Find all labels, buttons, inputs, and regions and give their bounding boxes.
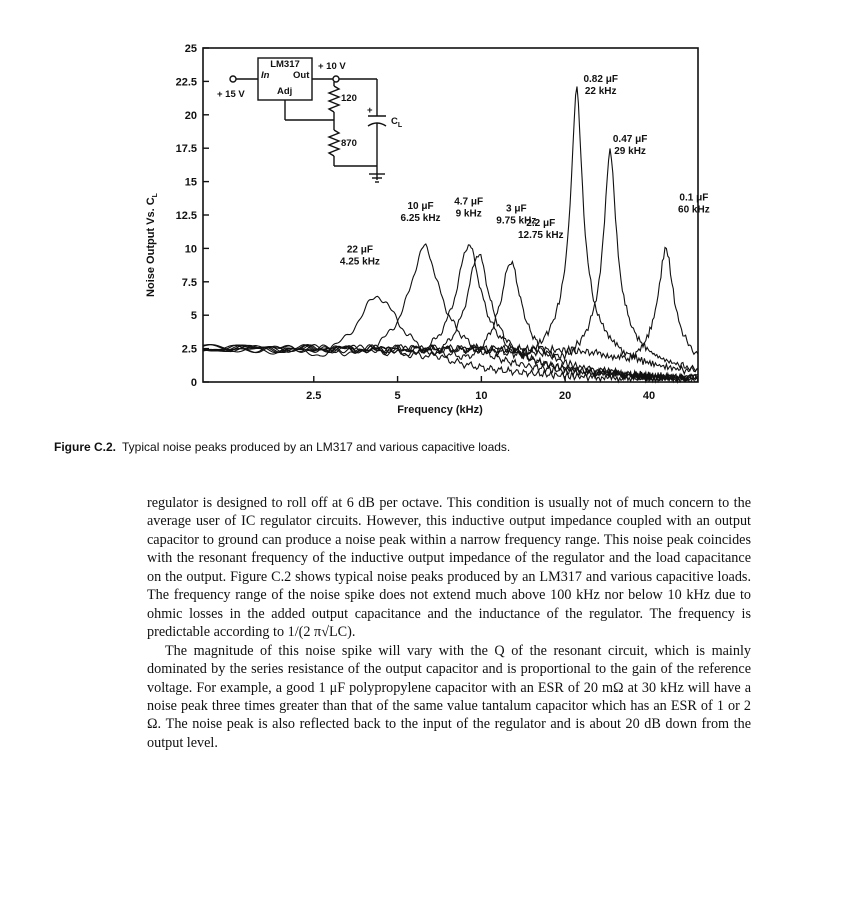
series-line-7 — [203, 148, 698, 371]
peak-label-frequency-2: 6.25 kHz — [400, 213, 441, 225]
y-tick-label-10: 10 — [184, 243, 197, 256]
y-tick-label-0: 0 — [190, 377, 197, 389]
peak-label-capacitance-4: 3 μF — [506, 203, 527, 215]
peak-label-frequency-5: 12.75 kHz — [517, 229, 564, 241]
peak-label-capacitance-6: 0.82 μF — [583, 74, 618, 86]
pin-adj-label: Adj — [277, 86, 293, 97]
y-tick-label-2.5: 2.5 — [181, 343, 197, 356]
x-tick-label-5: 5 — [394, 390, 401, 402]
output-voltage-label: + 10 V — [318, 61, 346, 72]
figure-caption-label: Figure C.2. — [54, 440, 117, 454]
capacitor-label: $C_L$ — [391, 116, 403, 129]
series-line-3 — [203, 245, 698, 381]
x-tick-label-2.5: 2.5 — [306, 390, 322, 402]
x-tick-label-10: 10 — [475, 390, 488, 402]
figure-caption-text: Typical noise peaks produced by an LM317 and various capacitive loads. — [122, 440, 511, 454]
series-line-6 — [203, 87, 698, 374]
resistor-120-label: 120 — [341, 93, 357, 104]
body-paragraph-2: The magnitude of this noise spike will vary with the Q of the resonant circuit, which is mainly dominated by the series resistance of the output capacitor and is proportional to the gain of the reference voltage. For example, a good 1 μF polypropylene capacitor with an ESR of 20 mΩ at 30 kHz will have a noise peak three times greater than that of the same value tantalum capacitor which has an ESR of 1 or 2 Ω. The noise peak is also reflected back to the input of the regulator and is about 20 dB down from the output level. — [147, 642, 751, 751]
y-tick-label-7.5: 7.5 — [181, 276, 197, 289]
body-paragraph-1: regulator is designed to roll off at 6 dB per octave. This condition is usually not of much concern to the average user of IC regulator circuits. However, this inductive output impedance coupled with an output capacitor to ground can produce a noise peak within a narrow frequency range. This noise peak coincides with the resonant frequency of the inductive output impedance of the regulator and the load capacitance on the output. Figure C.2 shows typical noise peaks produced by an LM317 and various capacitive loads. The frequency range of the noise spike does not extend much above 100 kHz nor below 10 kHz due to ohmic losses in the added output capacitance and the inductance of the regulator. The frequency is predictable according to 1/(2 π√LC). — [147, 495, 751, 641]
plot-frame — [203, 48, 698, 382]
x-tick-label-40: 40 — [642, 390, 656, 402]
peak-label-capacitance-2: 10 μF — [407, 201, 434, 213]
resistor-870 — [329, 130, 339, 156]
y-tick-label-5: 5 — [190, 310, 197, 323]
peak-label-frequency-4: 9.75 kHz — [496, 215, 537, 227]
peak-label-capacitance-5: 2.2 μF — [526, 217, 556, 229]
peak-label-capacitance-7: 0.47 μF — [612, 134, 648, 146]
input-voltage-label: + 15 V — [217, 89, 245, 100]
peak-label-frequency-1: 4.25 kHz — [339, 256, 380, 268]
y-axis-label: Noise Output Vs. $C_L$ — [145, 193, 159, 297]
noise-peak-figure — [140, 40, 710, 420]
output-terminal — [333, 76, 339, 82]
y-tick-label-17.5: 17.5 — [175, 143, 197, 156]
pin-in-label: In — [261, 70, 270, 81]
y-tick-label-25: 25 — [184, 43, 197, 55]
peak-label-frequency-8: 60 kHz — [678, 204, 710, 216]
figure-caption — [54, 440, 814, 454]
y-tick-label-12.5: 12.5 — [175, 210, 197, 222]
peak-label-frequency-3: 9 kHz — [455, 208, 482, 220]
ic-label: LM317 — [270, 59, 300, 70]
peak-label-capacitance-1: 22 μF — [346, 244, 374, 256]
input-terminal — [230, 76, 236, 82]
capacitor-plus-label: + — [367, 105, 373, 116]
x-tick-label-20: 20 — [559, 390, 572, 402]
y-tick-label-22.5: 22.5 — [175, 76, 197, 89]
resistor-120 — [329, 86, 339, 112]
peak-label-capacitance-8: 0.1 μF — [679, 192, 709, 204]
resistor-870-label: 870 — [341, 138, 357, 149]
peak-label-frequency-6: 22 kHz — [584, 86, 617, 98]
y-tick-label-20: 20 — [184, 109, 197, 122]
y-tick-label-15: 15 — [184, 176, 197, 189]
series-line-8 — [203, 248, 698, 362]
peak-label-frequency-7: 29 kHz — [614, 146, 646, 158]
pin-out-label: Out — [293, 70, 310, 81]
peak-label-capacitance-3: 4.7 μF — [454, 196, 484, 208]
body-text — [147, 494, 751, 752]
series-line-2 — [203, 244, 698, 382]
x-axis-label: Frequency (kHz) — [397, 404, 483, 416]
noise-peak-chart — [140, 40, 710, 420]
